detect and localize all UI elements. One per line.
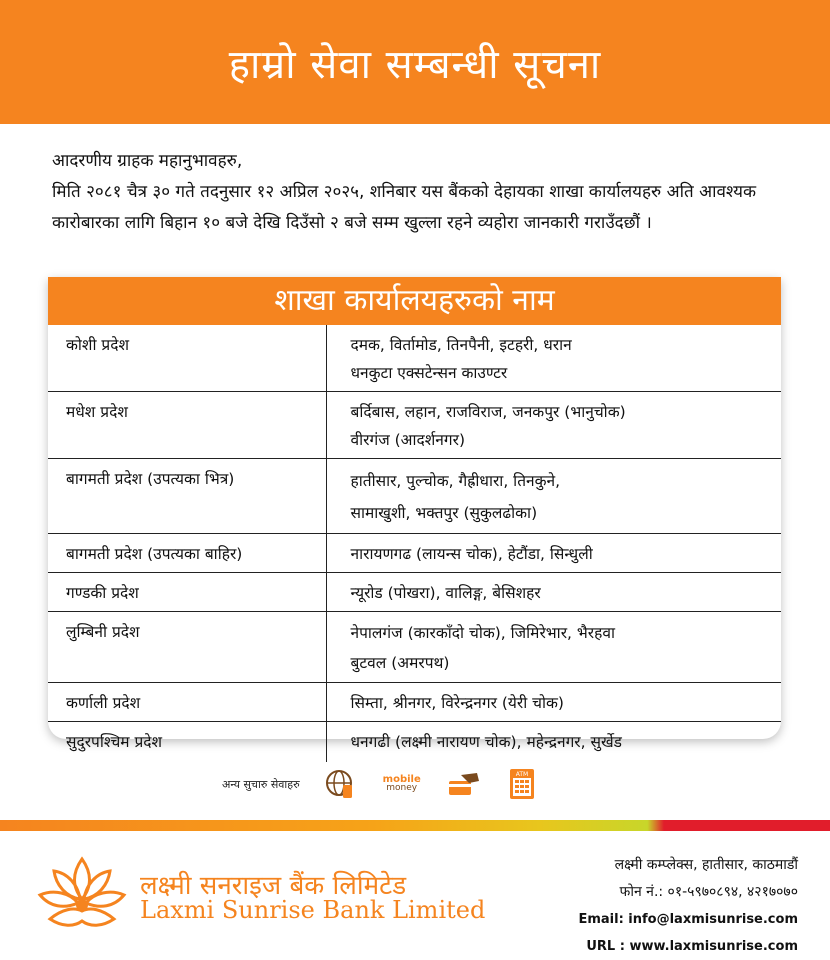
branches-cell: धनगढी (लक्ष्मी नारायण चोक), महेन्द्रनगर, सुर्खेड [350,733,622,751]
province-cell: कोशी प्रदेश [48,325,326,392]
table-row [48,683,781,722]
branch-table-heading: शाखा कार्यालयहरुको नाम [48,277,781,325]
notice-banner [0,0,830,124]
intro-text [52,146,792,239]
mobile-money-icon: mobile money [382,774,421,793]
bank-name-nepali: लक्ष्मी सनराइज बैंक लिमिटेड [140,871,407,901]
notice-body: मिति २०८१ चैत्र ३० गते तदनुसार १२ अप्रिल २०२५, शनिबार यस बैंकको देहायका शाखा कार्यालयहरु अति आवश्यक कारोबारका लागि बिहान १० बजे देखि दिउँसो २ बजे सम्म खुल्ला रहने व्यहोरा जानकारी गराउँदछौं । [52,182,757,233]
table-row [48,325,781,392]
table-row [48,612,781,683]
table-row [48,534,781,573]
province-cell: कर्णाली प्रदेश [48,683,326,722]
branches-cell: दमक, विर्तामोड, तिनपैनी, इटहरी, धरान धनकुटा एक्सटेन्सन काउण्टर [326,325,781,392]
laxmi-lotus-logo-icon [36,853,128,935]
province-cell: मधेश प्रदेश [48,392,326,459]
table-row [48,459,781,534]
website-link[interactable]: URL : www.laxmisunrise.com [586,939,798,954]
card-payment-icon [446,766,482,802]
color-stripe [0,820,830,831]
branches-cell: बर्दिबास, लहान, राजविराज, जनकपुर (भानुचोक) वीरगंज (आदर्शनगर) [326,392,781,459]
branch-table-card [48,277,781,751]
province-cell: बागमती प्रदेश (उपत्यका बाहिर) [48,534,326,573]
branch-table [48,325,781,762]
atm-icon [504,766,540,802]
branches-cell: सिम्ता, श्रीनगर, विरेन्द्रनगर (येरी चोक) [326,683,781,722]
notice-title: हाम्रो सेवा सम्बन्धी सूचना [228,41,602,88]
internet-banking-icon [322,766,358,802]
branches-cell: हातीसार, पुल्चोक, गैह्रीधारा, तिनकुने, सामाखुशी, भक्तपुर (सुकुलढोका) [326,459,781,534]
svg-text:ATM: ATM [515,771,528,778]
email-link[interactable]: Email: info@laxmisunrise.com [578,912,798,927]
branches-cell: न्यूरोड (पोखरा), वालिङ्ग, बेसिशहर [326,573,781,612]
bank-name-english: Laxmi Sunrise Bank Limited [140,896,486,924]
branches-cell: नारायणगढ (लायन्स चोक), हेटौंडा, सिन्धुली [326,534,781,573]
greeting: आदरणीय ग्राहक महानुभावहरु, [52,151,243,171]
table-row [48,722,781,762]
table-row [48,573,781,612]
province-cell: सुदुरपश्चिम प्रदेश [48,722,326,762]
other-services [222,764,540,804]
province-cell: लुम्बिनी प्रदेश [48,612,326,683]
table-row [48,392,781,459]
branches-cell: नेपालगंज (कारकाँदो चोक), जिमिरेभार, भैरहवा बुटवल (अमरपथ) [326,612,781,683]
address: लक्ष्मी कम्प्लेक्स, हातीसार, काठमाडौं [614,857,798,873]
services-label: अन्य सुचारु सेवाहरु [222,777,300,791]
province-cell: बागमती प्रदेश (उपत्यका भित्र) [48,459,326,534]
phone: फोन नं.: ०१-५९७०८९४, ४२१७०७० [619,884,798,900]
province-cell: गण्डकी प्रदेश [48,573,326,612]
contact-info [578,852,798,960]
